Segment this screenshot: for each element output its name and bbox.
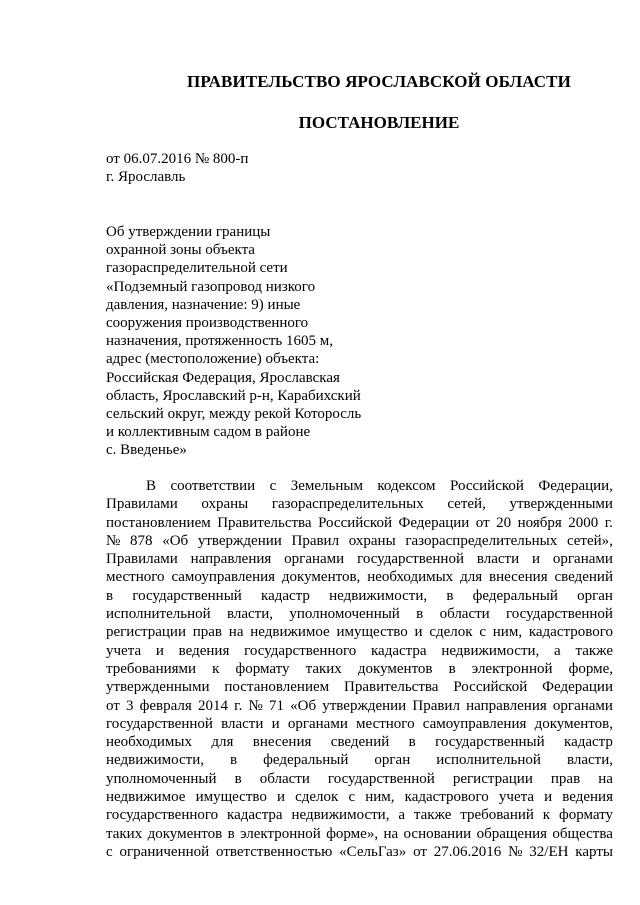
body-word: ведения bbox=[562, 789, 613, 806]
decree-title: ПОСТАНОВЛЕНИЕ bbox=[298, 113, 460, 132]
body-line bbox=[106, 715, 613, 733]
body-word: власти bbox=[476, 551, 520, 568]
body-line bbox=[106, 514, 613, 532]
body-word: Правилами bbox=[106, 496, 178, 513]
body-word: недвижимости, bbox=[329, 587, 428, 604]
body-line bbox=[106, 678, 613, 696]
body-word: кодексом bbox=[377, 478, 436, 494]
body-word: недвижимости, bbox=[441, 642, 540, 659]
body-word: недвижимости, bbox=[106, 752, 204, 769]
body-word: для bbox=[460, 569, 483, 586]
body-word: постановлением bbox=[224, 679, 330, 696]
body-word: кадастра bbox=[371, 642, 427, 659]
body-word: документов, bbox=[281, 569, 361, 586]
body-word: сведений bbox=[554, 569, 613, 586]
body-word: Правил bbox=[291, 532, 340, 549]
decree-date-number: от 06.07.2016 № 800-п bbox=[106, 151, 249, 167]
subject-line: сельский округ, между рекой Которосль bbox=[106, 406, 362, 423]
subject-line: сооружения производственного bbox=[106, 315, 309, 332]
body-line bbox=[106, 843, 613, 861]
body-word: В bbox=[146, 478, 157, 494]
body-word: органами bbox=[287, 715, 348, 732]
body-word: Российской bbox=[449, 478, 524, 494]
body-word: Федерации, bbox=[538, 478, 613, 494]
body-word: уполномоченный bbox=[106, 770, 217, 787]
body-word: и bbox=[544, 789, 553, 806]
body-word: и bbox=[271, 715, 280, 732]
body-word: постановлением bbox=[106, 514, 211, 531]
body-word: ведения bbox=[178, 642, 230, 659]
subject-line: газораспределительной сети bbox=[106, 260, 288, 277]
subject-line: и коллективным садом в районе bbox=[106, 424, 311, 441]
body-word: местного bbox=[106, 569, 165, 586]
body-word: федеральный bbox=[263, 752, 349, 769]
government-title: ПРАВИТЕЛЬСТВО ЯРОСЛАВСКОЙ ОБЛАСТИ bbox=[187, 72, 571, 91]
body-word: с bbox=[269, 478, 277, 494]
body-line bbox=[106, 477, 613, 495]
body-word: органами bbox=[284, 551, 345, 568]
body-word: и bbox=[155, 642, 164, 659]
body-word: направления bbox=[466, 697, 547, 714]
body-word: и bbox=[532, 551, 541, 568]
body-line bbox=[106, 568, 613, 586]
body-word: требованиями bbox=[106, 660, 197, 677]
body-word: и bbox=[414, 624, 423, 641]
body-word: февраля bbox=[139, 697, 192, 714]
body-line bbox=[106, 806, 613, 824]
body-word: № bbox=[106, 532, 121, 549]
body-word: № bbox=[508, 843, 523, 860]
body-word: кадастрового bbox=[404, 789, 489, 806]
body-word: от bbox=[475, 514, 490, 531]
body-word: к bbox=[212, 660, 220, 677]
body-word: 878 bbox=[130, 532, 153, 549]
body-word: документов bbox=[147, 825, 223, 842]
decree-meta bbox=[106, 150, 248, 186]
body-word: ответственностью bbox=[216, 843, 333, 860]
body-line bbox=[106, 550, 613, 568]
body-line bbox=[106, 825, 613, 843]
body-word: учета bbox=[498, 789, 535, 806]
body-word: сделок bbox=[429, 624, 473, 641]
body-word: охраны bbox=[348, 532, 396, 549]
body-word: требований bbox=[460, 807, 534, 824]
body-word: а bbox=[398, 807, 405, 824]
body-word: 71 bbox=[268, 697, 284, 714]
body-word: в bbox=[234, 770, 242, 787]
body-word: исполнительной bbox=[436, 752, 541, 769]
subject-line: область, Ярославский р-н, Карабихский bbox=[106, 387, 361, 404]
subject-line: назначения, протяженность 1605 м, bbox=[106, 333, 333, 350]
body-word: форме», bbox=[326, 825, 379, 842]
body-word: таких bbox=[106, 825, 143, 842]
body-line bbox=[106, 605, 613, 623]
body-word: утвержденными bbox=[106, 679, 210, 696]
body-word: 2014 bbox=[197, 697, 228, 714]
body-word: 32/ЕН bbox=[529, 843, 569, 860]
body-word: самоуправления bbox=[422, 715, 527, 732]
body-word: кадастра bbox=[227, 807, 283, 824]
body-word: органами bbox=[552, 551, 613, 568]
body-word: ограниченной bbox=[119, 843, 210, 860]
body-word: обращения bbox=[476, 825, 548, 842]
body-word: карты bbox=[575, 843, 613, 860]
body-word: власти, bbox=[226, 606, 273, 623]
body-word: Правительства bbox=[217, 514, 312, 531]
body-word: газораспределительных bbox=[405, 532, 558, 549]
body-line bbox=[106, 660, 613, 678]
body-word: утверждении bbox=[322, 697, 407, 714]
body-word: документов, bbox=[534, 715, 613, 732]
body-word: федеральный bbox=[472, 587, 558, 604]
subject-line: Об утверждении границы bbox=[106, 224, 271, 240]
body-word: местного bbox=[356, 715, 415, 732]
body-word: на bbox=[228, 624, 244, 641]
body-word: имущество bbox=[195, 789, 267, 806]
body-word: соответствии bbox=[170, 478, 256, 494]
body-word: области bbox=[439, 606, 490, 623]
body-word: на bbox=[383, 825, 399, 842]
body-word: «СельГаз» bbox=[339, 843, 407, 860]
body-word: кадастрового bbox=[528, 624, 613, 641]
body-word: сетей, bbox=[447, 496, 486, 513]
body-word: с bbox=[348, 789, 356, 806]
body-word: к bbox=[542, 807, 551, 824]
body-word: сетей», bbox=[566, 532, 613, 549]
body-word: Федерации bbox=[542, 679, 613, 696]
body-line bbox=[106, 770, 613, 788]
body-word: органами bbox=[552, 697, 613, 714]
body-word: газораспределительных bbox=[271, 496, 424, 513]
body-word: утвержденными bbox=[509, 496, 613, 513]
body-word: исполнительной bbox=[106, 606, 211, 623]
body-word: Российской bbox=[453, 679, 528, 696]
body-word: документов bbox=[357, 660, 433, 677]
body-word: общества bbox=[552, 825, 613, 842]
body-word: недвижимости, bbox=[291, 807, 390, 824]
body-word: Земельным bbox=[290, 478, 363, 494]
body-line bbox=[106, 697, 613, 715]
body-word: необходимых bbox=[106, 734, 192, 751]
body-word: Правительства bbox=[344, 679, 439, 696]
body-word: 2000 bbox=[568, 514, 599, 531]
body-word: государственной bbox=[106, 715, 213, 732]
body-word: орган bbox=[577, 587, 613, 604]
body-word: ним, bbox=[492, 624, 523, 641]
body-word: орган bbox=[374, 752, 411, 769]
body-word: в bbox=[408, 734, 416, 751]
subject-line: Российская Федерация, Ярославская bbox=[106, 369, 340, 386]
body-word: сделок bbox=[295, 789, 339, 806]
body-line bbox=[106, 495, 613, 513]
body-word: прав bbox=[550, 770, 581, 787]
body-word: в bbox=[230, 752, 238, 769]
body-line bbox=[106, 733, 613, 751]
decree-body bbox=[106, 477, 613, 861]
body-word: также bbox=[413, 807, 452, 824]
body-word: от bbox=[413, 843, 427, 860]
body-word: с bbox=[479, 624, 486, 641]
body-word: сведений bbox=[330, 734, 390, 751]
body-line bbox=[106, 751, 613, 769]
body-word: форме, bbox=[568, 660, 613, 677]
body-word: внесения bbox=[252, 734, 312, 751]
body-word: регистрации bbox=[106, 624, 186, 641]
body-word: государственной bbox=[327, 770, 435, 787]
body-word: таких bbox=[305, 660, 342, 677]
body-word: в bbox=[227, 825, 235, 842]
body-word: 27.06.2016 bbox=[433, 843, 502, 860]
body-word: охраны bbox=[201, 496, 249, 513]
body-word: а bbox=[554, 642, 561, 659]
body-word: электронной bbox=[471, 660, 553, 677]
body-word: Федерации bbox=[398, 514, 470, 531]
subject-line: охранной зоны объекта bbox=[106, 242, 255, 259]
body-word: Российской bbox=[318, 514, 392, 531]
body-word: направления bbox=[190, 551, 272, 568]
body-word: государственный bbox=[435, 734, 545, 751]
body-word: власти bbox=[221, 715, 264, 732]
body-word: области bbox=[259, 770, 310, 787]
body-word: электронной bbox=[240, 825, 321, 842]
body-word: формату bbox=[235, 660, 290, 677]
decree-subject bbox=[106, 223, 396, 460]
body-word: 20 bbox=[496, 514, 512, 531]
body-word: регистрации bbox=[452, 770, 533, 787]
body-line bbox=[106, 587, 613, 605]
body-word: самоуправления bbox=[171, 569, 276, 586]
body-word: также bbox=[575, 642, 613, 659]
body-word: государственной bbox=[506, 606, 613, 623]
body-word: «Об bbox=[162, 532, 189, 549]
body-word: государственной bbox=[357, 551, 464, 568]
body-word: в bbox=[106, 587, 114, 604]
body-word: в bbox=[448, 660, 456, 677]
body-word: кадастр bbox=[564, 734, 613, 751]
body-word: внесения bbox=[489, 569, 548, 586]
body-word: формату bbox=[558, 807, 613, 824]
body-word: государственного bbox=[244, 642, 357, 659]
body-word: необходимых bbox=[367, 569, 454, 586]
body-word: ним, bbox=[365, 789, 395, 806]
body-word: для bbox=[211, 734, 234, 751]
subject-line: давления, назначение: 9) иные bbox=[106, 296, 301, 313]
body-word: государственный bbox=[132, 587, 242, 604]
body-word: Правил bbox=[412, 697, 460, 714]
body-word: недвижимое bbox=[250, 624, 330, 641]
body-word: государственного bbox=[106, 807, 219, 824]
body-word: Правилами bbox=[106, 551, 178, 568]
body-word: и bbox=[276, 789, 285, 806]
body-word: ноября bbox=[517, 514, 562, 531]
body-word: кадастр bbox=[261, 587, 310, 604]
body-word: г. bbox=[234, 697, 243, 714]
body-word: 3 bbox=[126, 697, 134, 714]
body-word: имущество bbox=[336, 624, 408, 641]
subject-line: «Подземный газопровод низкого bbox=[106, 278, 316, 295]
body-word: с bbox=[106, 843, 113, 860]
body-line bbox=[106, 623, 613, 641]
body-word: «Об bbox=[290, 697, 317, 714]
body-word: основании bbox=[403, 825, 472, 842]
body-word: прав bbox=[192, 624, 223, 641]
body-word: недвижимое bbox=[106, 789, 186, 806]
body-word: г. bbox=[604, 514, 613, 531]
body-word: утверждении bbox=[197, 532, 282, 549]
body-line bbox=[106, 642, 613, 660]
body-word: уполномоченный bbox=[289, 606, 400, 623]
body-line bbox=[106, 788, 613, 806]
decree-city: г. Ярославль bbox=[106, 169, 186, 185]
subject-line: с. Введенье» bbox=[106, 442, 187, 459]
body-word: учета bbox=[106, 642, 142, 659]
body-word: в bbox=[416, 606, 424, 623]
body-word: от bbox=[106, 697, 120, 714]
body-word: на bbox=[598, 770, 613, 787]
body-word: в bbox=[446, 587, 454, 604]
body-line bbox=[106, 532, 613, 550]
subject-line: адрес (местоположение) объекта: bbox=[106, 351, 320, 368]
body-word: власти, bbox=[566, 752, 613, 769]
body-word: № bbox=[248, 697, 263, 714]
